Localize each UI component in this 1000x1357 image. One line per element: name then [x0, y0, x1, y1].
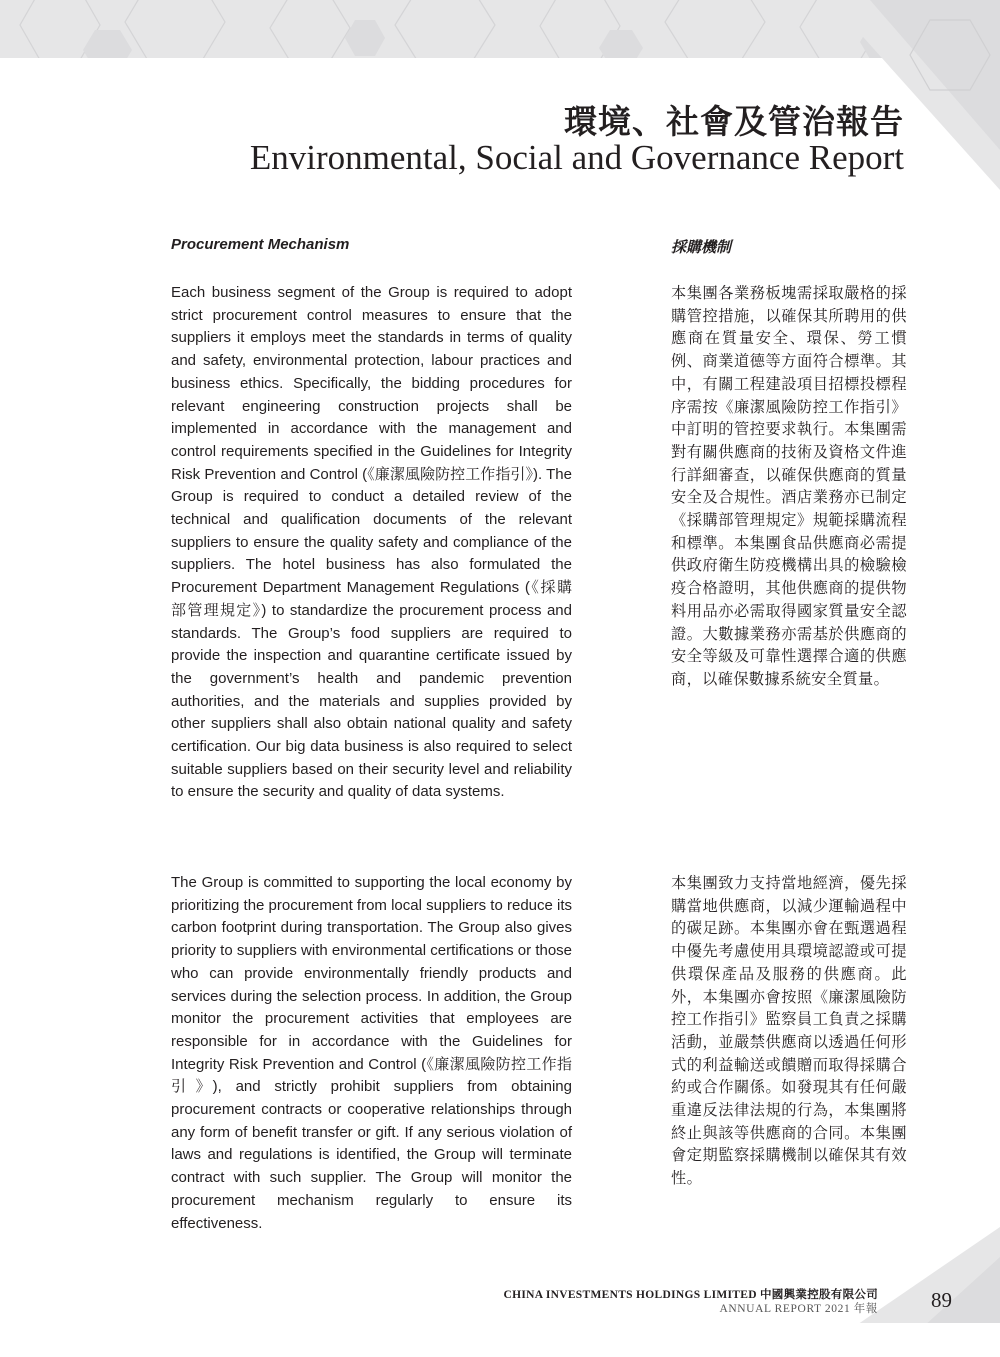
page-number: 89	[931, 1288, 952, 1312]
section-heading-chinese: 採購機制	[671, 238, 732, 256]
body-paragraph-chinese: 本集團致力支持當地經濟，優先採購當地供應商，以減少運輸過程中的碳足跡。本集團亦會在甄選過程中優先考慮使用具環境認證或可提供環保產品及服務的供應商。此外，本集團亦會按照《廉潔風險防控工作指引》監察員工負責之採購活動，並嚴禁供應商以透過任何形式的利益輸送或饋贈而取得採購合約或合作關係。如發現其有任何嚴重違反法律法規的行為，本集團將終止與該等供應商的合同。本集團會定期監察採購機制以確保其有效性。	[671, 874, 907, 1188]
body-paragraph-chinese: 本集團各業務板塊需採取嚴格的採購管控措施，以確保其所聘用的供應商在質量安全、環保、勞工慣例、商業道德等方面符合標準。其中，有關工程建設項目招標投標程序需按《廉潔風險防控工作指引》中訂明的管控要求執行。本集團需對有關供應商的技術及資格文件進行詳細審查，以確保供應商的質量安全及合規性。酒店業務亦已制定《採購部管理規定》規範採購流程和標準。本集團食品供應商必需提供政府衛生防疫機構出具的檢驗檢疫合格證明，其他供應商的提供物料用品亦必需取得國家質量安全認證。大數據業務亦需基於供應商的安全等級及可靠性選擇合適的供應商，以確保數據系統安全質量。	[671, 284, 907, 688]
page-title-english: Environmental, Social and Governance Report	[249, 138, 904, 177]
page-title-chinese: 環境、社會及管治報告	[564, 102, 904, 141]
body-paragraph-english: The Group is committed to supporting the local economy by prioritizing the procurement from local suppliers to reduce its carbon footprint during transportation. The Group also gives priority to suppliers with environmental certifications or those who can provide environmentally friendly products and services during the selection process. In addition, the Group monitor the procurement activities that employees are responsible for in accordance with the Guidelines for Integrity Risk Prevention and Control (《廉潔風險防控工作指引》), and strictly prohibit suppliers from obtaining procurement contracts or cooperative relationships through any form of benefit transfer or gift. If any serious violation of laws and regulations is identified, the Group will terminate contract with such supplier. The Group will monitor the procurement mechanism regularly to ensure its effectiveness.	[171, 874, 573, 1232]
footer-report-label: ANNUAL REPORT 2021 年報	[719, 1303, 878, 1315]
body-paragraph-english: Each business segment of the Group is required to adopt strict procurement control measures to ensure that the suppliers it employs meet the standards in terms of quality and safety, environmental protection, labour practices and business ethics. Specifically, the bidding procedures for relevant engineering construction projects shall be implemented in accordance with the management and control requirements specified in the Guidelines for Integrity Risk Prevention and Control (《廉潔風險防控工作指引》). The Group is required to conduct a detailed review of the technical and qualification documents of the relevant suppliers to ensure the quality safety and compliance of the suppliers. The hotel business has also formulated the Procurement Department Management Regulations (《採購部管理規定》) to standardize the procurement process and standards. The Group’s food suppliers are required to provide the inspection and quarantine certificate issued by the government’s health and pandemic prevention authorities, and the materials and supplies provided by other suppliers shall also obtain national quality and safety certification. Our big data business is also required to select suitable suppliers based on their security level and reliability to ensure the security and quality of data systems.	[171, 284, 572, 801]
footer-company-name: CHINA INVESTMENTS HOLDINGS LIMITED 中國興業控股有限公司	[503, 1289, 878, 1301]
section-heading-english: Procurement Mechanism	[171, 236, 350, 253]
footer-band	[0, 1323, 1000, 1357]
